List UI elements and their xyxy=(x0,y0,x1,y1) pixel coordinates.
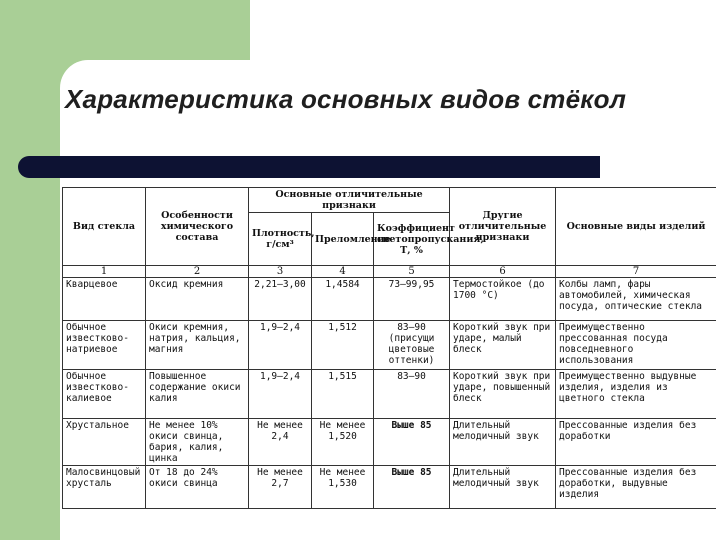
header-type: Вид стекла xyxy=(63,188,146,266)
cell-refraction: 1,515 xyxy=(312,370,374,419)
cell-density: 1,9—2,4 xyxy=(249,321,312,370)
column-number: 1 xyxy=(63,266,146,278)
cell-other: Короткий звук при ударе, повышенный блеск xyxy=(450,370,556,419)
header-group: Основные отличительные признаки xyxy=(249,188,450,213)
cell-density: 1,9—2,4 xyxy=(249,370,312,419)
cell-products: Прессованные изделия без доработки, выдувные изделия xyxy=(556,466,716,509)
cell-products: Прессованные изделия без доработки xyxy=(556,419,716,466)
cell-type: Обычное известково-натриевое xyxy=(63,321,146,370)
column-number: 3 xyxy=(249,266,312,278)
cell-type: Обычное известково-калиевое xyxy=(63,370,146,419)
cell-type: Малосвинцовый хрусталь xyxy=(63,466,146,509)
header-products: Основные виды изделий xyxy=(556,188,716,266)
cell-other: Длительный мелодичный звук xyxy=(450,466,556,509)
cell-chem: Повышенное содержание окиси калия xyxy=(146,370,249,419)
column-number: 6 xyxy=(450,266,556,278)
header-transmission: Коэффициент светопропускания, Т, % xyxy=(374,213,450,266)
glass-types-table-wrapper xyxy=(62,187,716,540)
cell-chem: Не менее 10% окиси свинца, бария, калия, цинка xyxy=(146,419,249,466)
cell-chem: Оксид кремния xyxy=(146,278,249,321)
header-chem: Особенности химического состава xyxy=(146,188,249,266)
cell-chem: Окиси кремния, натрия, кальция, магния xyxy=(146,321,249,370)
decorative-green-strip xyxy=(0,152,60,540)
table-row xyxy=(63,321,717,370)
column-number: 5 xyxy=(374,266,450,278)
cell-refraction: 1,512 xyxy=(312,321,374,370)
cell-density: Не менее 2,7 xyxy=(249,466,312,509)
cell-products: Колбы ламп, фары автомобилей, химическая посуда, оптические стекла xyxy=(556,278,716,321)
cell-density: Не менее 2,4 xyxy=(249,419,312,466)
table-row xyxy=(63,370,717,419)
cell-other: Длительный мелодичный звук xyxy=(450,419,556,466)
cell-transmission: 83—90 xyxy=(374,370,450,419)
table-row xyxy=(63,419,717,466)
cell-type: Кварцевое xyxy=(63,278,146,321)
column-numbers-row xyxy=(63,266,717,278)
cell-other: Короткий звук при ударе, малый блеск xyxy=(450,321,556,370)
cell-chem: От 18 до 24% окиси свинца xyxy=(146,466,249,509)
glass-types-table xyxy=(62,187,716,509)
decorative-title-bar xyxy=(18,156,600,178)
table-row xyxy=(63,466,717,509)
slide-title: Характеристика основных видов стёкол xyxy=(65,84,627,114)
cell-transmission: 83—90 (присущи цветовые оттенки) xyxy=(374,321,450,370)
cell-transmission: Выше 85 xyxy=(374,466,450,509)
header-density: Плотность, г/см³ xyxy=(249,213,312,266)
cell-products: Преимущественно прессованная посуда повседневного использования xyxy=(556,321,716,370)
cell-refraction: Не менее 1,530 xyxy=(312,466,374,509)
column-number: 2 xyxy=(146,266,249,278)
column-number: 4 xyxy=(312,266,374,278)
header-other: Другие отличительные признаки xyxy=(450,188,556,266)
header-refraction: Преломление xyxy=(312,213,374,266)
cell-refraction: Не менее 1,520 xyxy=(312,419,374,466)
column-number: 7 xyxy=(556,266,716,278)
cell-other: Термостойкое (до 1700 °C) xyxy=(450,278,556,321)
table-row xyxy=(63,278,717,321)
cell-refraction: 1,4584 xyxy=(312,278,374,321)
cell-transmission: 73—99,95 xyxy=(374,278,450,321)
cell-transmission: Выше 85 xyxy=(374,419,450,466)
cell-density: 2,21—3,00 xyxy=(249,278,312,321)
cell-type: Хрустальное xyxy=(63,419,146,466)
cell-products: Преимущественно выдувные изделия, изделия из цветного стекла xyxy=(556,370,716,419)
